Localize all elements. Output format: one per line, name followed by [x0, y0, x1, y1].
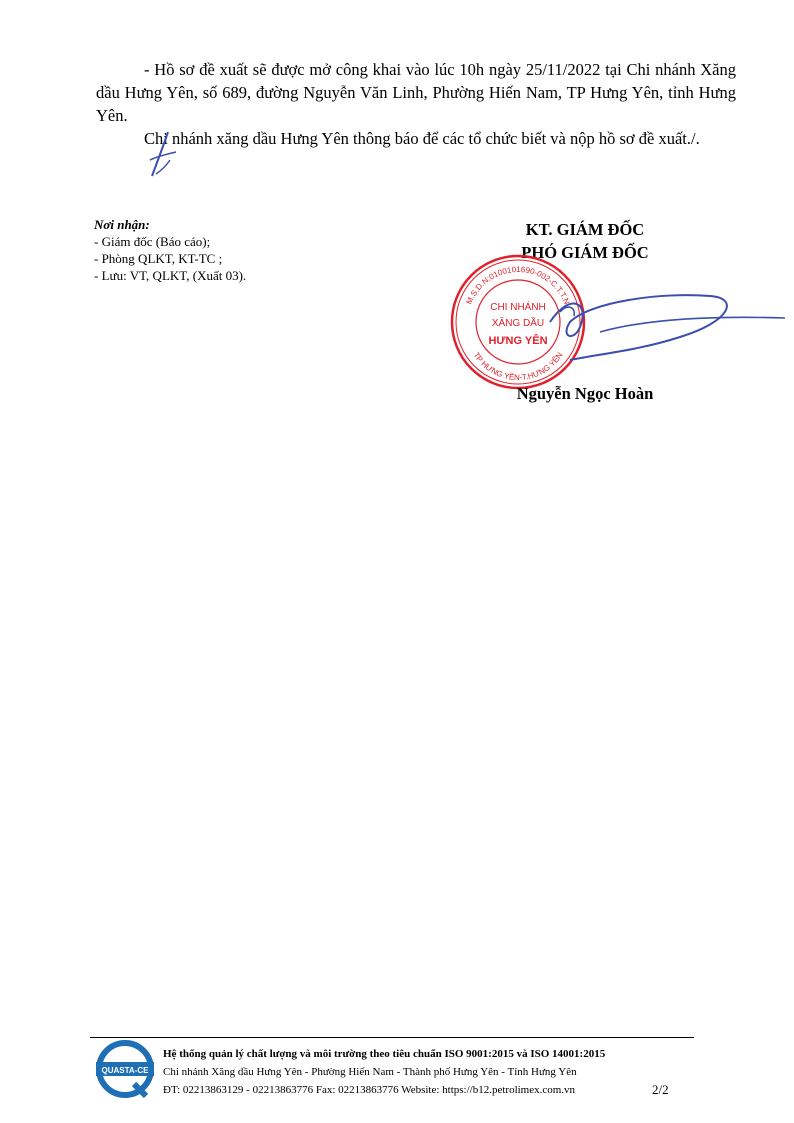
- recipients-heading: Nơi nhận:: [94, 217, 150, 232]
- recipient-item: - Phòng QLKT, KT-TC ;: [94, 251, 223, 266]
- signer-name: Nguyễn Ngọc Hoàn: [516, 384, 654, 403]
- footer-contact-line: ĐT: 02213863129 - 02213863776 Fax: 02213863776 Website: https://b12.petrolimex.com.vn: [163, 1084, 576, 1096]
- seal-outer-bottom: TP HƯNG YÊN-T.HƯNG YÊN: [471, 350, 565, 383]
- recipient-item: - Lưu: VT, QLKT, (Xuất 03).: [94, 268, 247, 283]
- quasta-ce-logo: [96, 1040, 154, 1098]
- handwritten-signature: [540, 282, 790, 372]
- seal-line-1: CHI NHÁNH: [490, 302, 546, 313]
- initial-mark: [146, 130, 180, 180]
- paragraph-notice: Chi nhánh xăng dầu Hưng Yên thông báo để các tổ chức biết và nộp hồ sơ đề xuất./.: [144, 129, 700, 148]
- seal-line-3: HƯNG YÊN: [488, 335, 548, 347]
- footer-address-line: Chi nhánh Xăng dầu Hưng Yên - Phường Hiến Nam - Thành phố Hưng Yên - Tỉnh Hưng Yên: [163, 1066, 577, 1078]
- page-number: 2/2: [652, 1082, 669, 1097]
- logo-text: QUASTA-CE: [101, 1066, 149, 1075]
- signature-title-1: KT. GIÁM ĐỐC: [525, 220, 645, 239]
- footer-info: [163, 1045, 683, 1099]
- recipient-item: - Giám đốc (Báo cáo);: [94, 234, 211, 249]
- footer-iso-line: Hệ thống quản lý chất lượng và môi trường theo tiêu chuẩn ISO 9001:2015 và ISO 14001:2015: [163, 1048, 606, 1060]
- signature-title-2: PHÓ GIÁM ĐỐC: [521, 243, 649, 262]
- paragraph-opening-time: - Hồ sơ đề xuất sẽ được mở công khai vào lúc 10h ngày 25/11/2022 tại Chi nhánh Xăng dầu Hưng Yên, số 689, đường Nguyễn Văn Linh, Phường Hiến Nam, TP Hưng Yên, tỉnh Hưng Yên.: [96, 60, 736, 125]
- footer-divider: [90, 1037, 694, 1038]
- recipients-list: [94, 216, 374, 284]
- seal-outer-top: M.S.D.N:0100101690-002-C.T.T.N: [464, 264, 572, 306]
- seal-line-2: XĂNG DẦU: [491, 318, 545, 329]
